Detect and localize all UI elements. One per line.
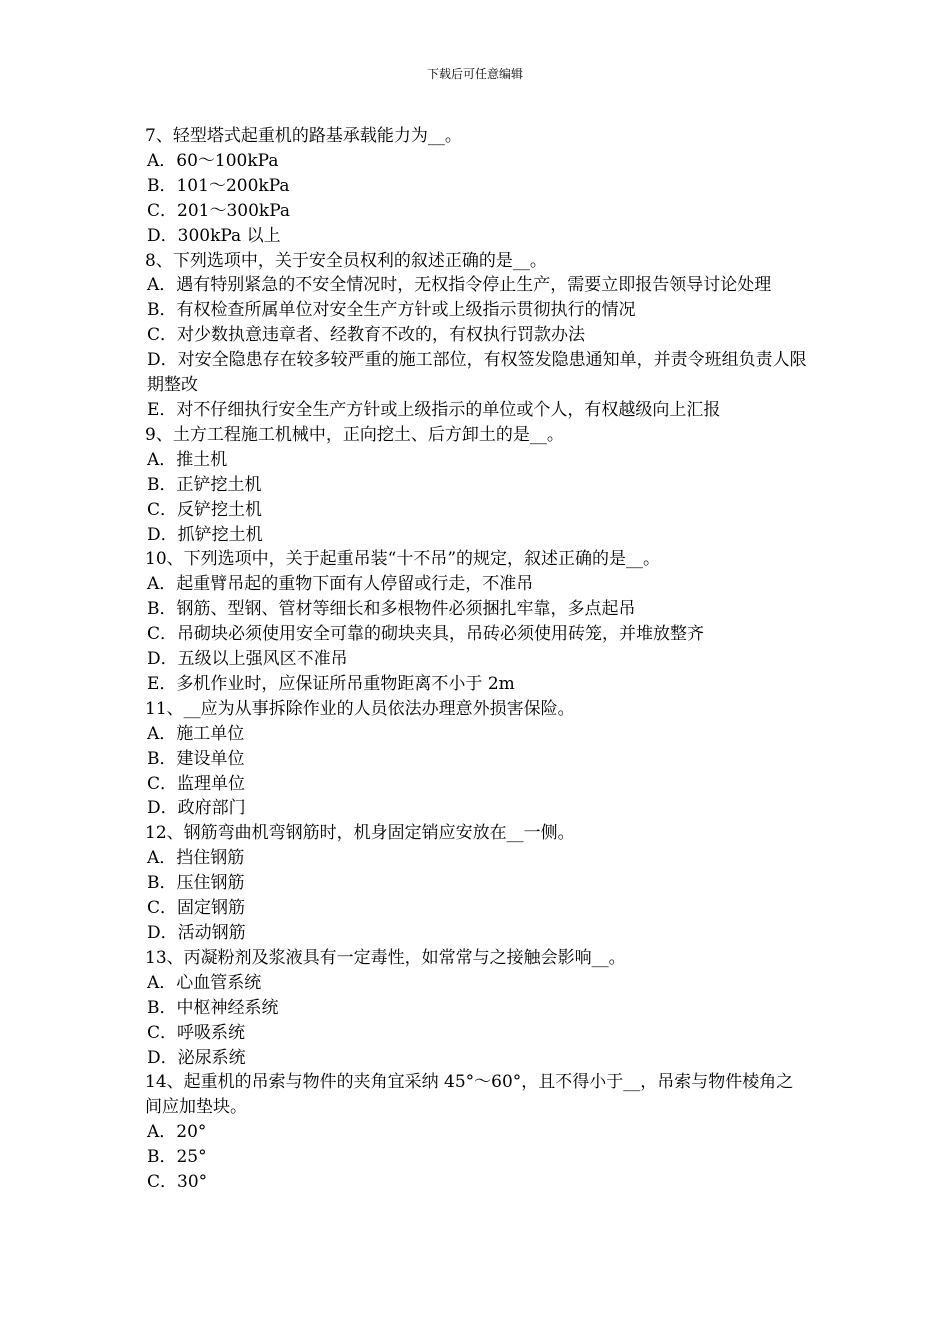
- answer-option: D．300kPa 以上: [147, 225, 281, 246]
- question-list: [145, 124, 810, 1195]
- answer-option: B．有权检查所属单位对安全生产方针或上级指示贯彻执行的情况: [147, 300, 636, 321]
- answer-option: C．201～300kPa: [147, 200, 291, 221]
- answer-option: D．泌尿系统: [147, 1047, 246, 1068]
- question-block: [145, 547, 810, 696]
- question-block: [145, 423, 810, 548]
- answer-option: B．压住钢筋: [147, 873, 245, 894]
- question-stem: 13、丙凝粉剂及浆液具有一定毒性，如常常与之接触会影响__。: [145, 947, 626, 968]
- answer-option: B．正铲挖土机: [147, 474, 262, 495]
- answer-option: A．推土机: [147, 449, 228, 470]
- question-block: [145, 1070, 810, 1195]
- question-stem: 8、下列选项中，关于安全员权利的叙述正确的是__。: [145, 250, 547, 271]
- answer-option: D．活动钢筋: [147, 923, 246, 943]
- answer-option: D．五级以上强风区不准吊: [147, 649, 348, 670]
- question-block: [145, 697, 810, 822]
- question-block: [145, 821, 810, 946]
- answer-option: B．中枢神经系统: [147, 997, 279, 1018]
- question-stem: 9、土方工程施工机械中，正向挖土、后方卸土的是__。: [145, 424, 564, 445]
- answer-option: B．钢筋、型钢、管材等细长和多根物件必须捆扎牢靠，多点起吊: [147, 599, 636, 620]
- answer-option: C．监理单位: [147, 773, 246, 794]
- answer-option: C．对少数执意违章者、经教育不改的，有权执行罚款办法: [147, 325, 586, 346]
- answer-option: A．20°: [147, 1122, 207, 1143]
- answer-option: C．30°: [147, 1172, 208, 1193]
- answer-option: A．60～100kPa: [147, 150, 279, 171]
- answer-option: E．多机作业时，应保证所吊重物距离不小于 2m: [147, 673, 515, 694]
- answer-option: B．101～200kPa: [147, 175, 290, 196]
- question-block: [145, 249, 810, 423]
- question-stem: 12、钢筋弯曲机弯钢筋时，机身固定销应安放在__一侧。: [145, 823, 575, 844]
- question-stem: 7、轻型塔式起重机的路基承载能力为__。: [145, 126, 462, 146]
- question-block: [145, 124, 810, 249]
- answer-option: A．施工单位: [147, 723, 245, 744]
- answer-option: A．起重臂吊起的重物下面有人停留或行走，不准吊: [147, 574, 534, 595]
- answer-option: B．25°: [147, 1147, 207, 1168]
- question-stem: 14、起重机的吊索与物件的夹角宜采纳 45°～60°，且不得小于__，吊索与物件棱角之间应加垫块。: [145, 1072, 794, 1118]
- answer-option: D．政府部门: [147, 798, 246, 819]
- answer-option: D．抓铲挖土机: [147, 524, 263, 545]
- answer-option: A．心血管系统: [147, 972, 262, 993]
- answer-option: D．对安全隐患存在较多较严重的施工部位，有权签发隐患通知单，并责令班组负责人限期整改: [147, 350, 807, 396]
- question-block: [145, 946, 810, 1071]
- answer-option: C．固定钢筋: [147, 898, 246, 919]
- question-stem: 10、下列选项中，关于起重吊装“十不吊”的规定，叙述正确的是__。: [145, 549, 661, 570]
- answer-option: A．遇有特别紧急的不安全情况时，无权指令停止生产，需要立即报告领导讨论处理: [147, 275, 772, 296]
- page-header: 下载后可任意编辑: [426, 67, 523, 81]
- question-stem: 11、__应为从事拆除作业的人员依法办理意外损害保险。: [145, 698, 575, 719]
- answer-option: C．反铲挖土机: [147, 499, 263, 520]
- answer-option: B．建设单位: [147, 748, 245, 769]
- answer-option: E．对不仔细执行安全生产方针或上级指示的单位或个人，有权越级向上汇报: [147, 399, 721, 420]
- answer-option: C．呼吸系统: [147, 1022, 246, 1043]
- answer-option: C．吊砌块必须使用安全可靠的砌块夹具，吊砖必须使用砖笼，并堆放整齐: [147, 624, 705, 645]
- answer-option: A．挡住钢筋: [147, 848, 245, 869]
